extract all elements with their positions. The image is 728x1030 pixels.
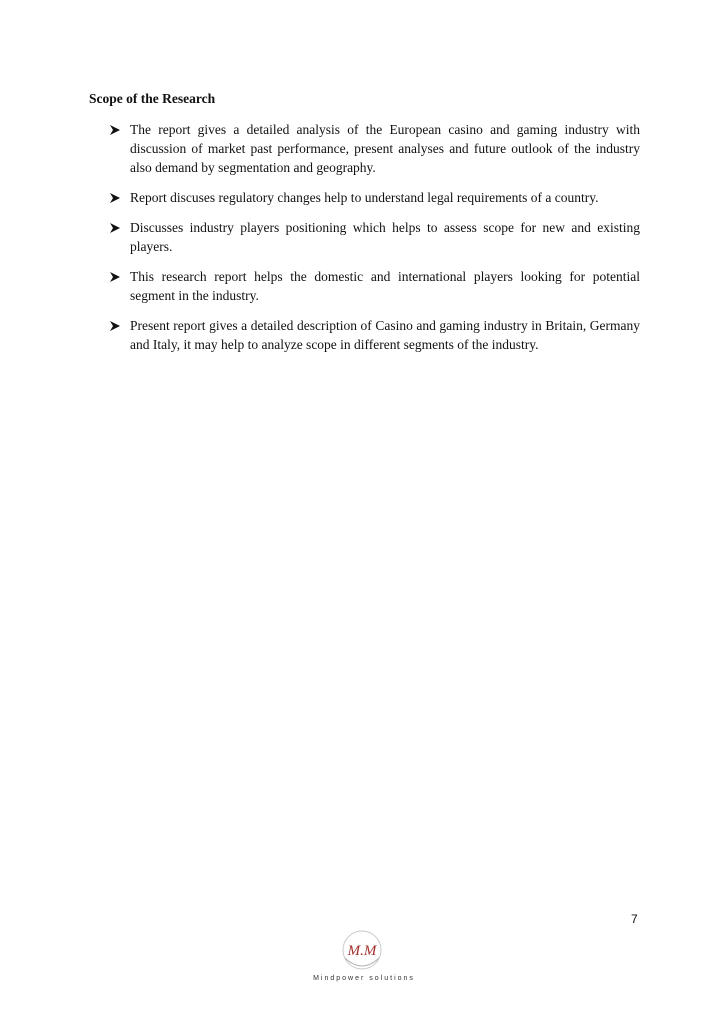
bullet-text: Present report gives a detailed description of Casino and gaming industry in Britain, Germany and Italy, it may help to analyze scope in different segments of the industry. (130, 318, 640, 352)
bullet-list (110, 120, 640, 365)
bullet-text: The report gives a detailed analysis of the European casino and gaming industry with discussion of market past performance, present analyses and future outlook of the industry also demand by segmentation and geography. (130, 122, 640, 175)
list-item (110, 188, 640, 207)
arrow-bullet-icon (110, 272, 120, 282)
logo-text: M.M (347, 943, 377, 959)
section-heading: Scope of the Research (89, 91, 216, 106)
list-item (110, 218, 640, 256)
list-item (110, 120, 640, 177)
list-item (110, 316, 640, 354)
bullet-text: Discusses industry players positioning which helps to assess scope for new and existing players. (130, 220, 640, 254)
bullet-text: Report discuses regulatory changes help to understand legal requirements of a country. (130, 190, 599, 205)
bullet-text: This research report helps the domestic and international players looking for potential segment in the industry. (130, 269, 640, 303)
page-number: 7 (631, 912, 638, 926)
arrow-bullet-icon (110, 193, 120, 203)
arrow-bullet-icon (110, 321, 120, 331)
list-item (110, 267, 640, 305)
arrow-bullet-icon (110, 223, 120, 233)
brand-name: Mindpower solutions (313, 975, 415, 982)
company-logo (337, 928, 387, 972)
arrow-bullet-icon (110, 125, 120, 135)
